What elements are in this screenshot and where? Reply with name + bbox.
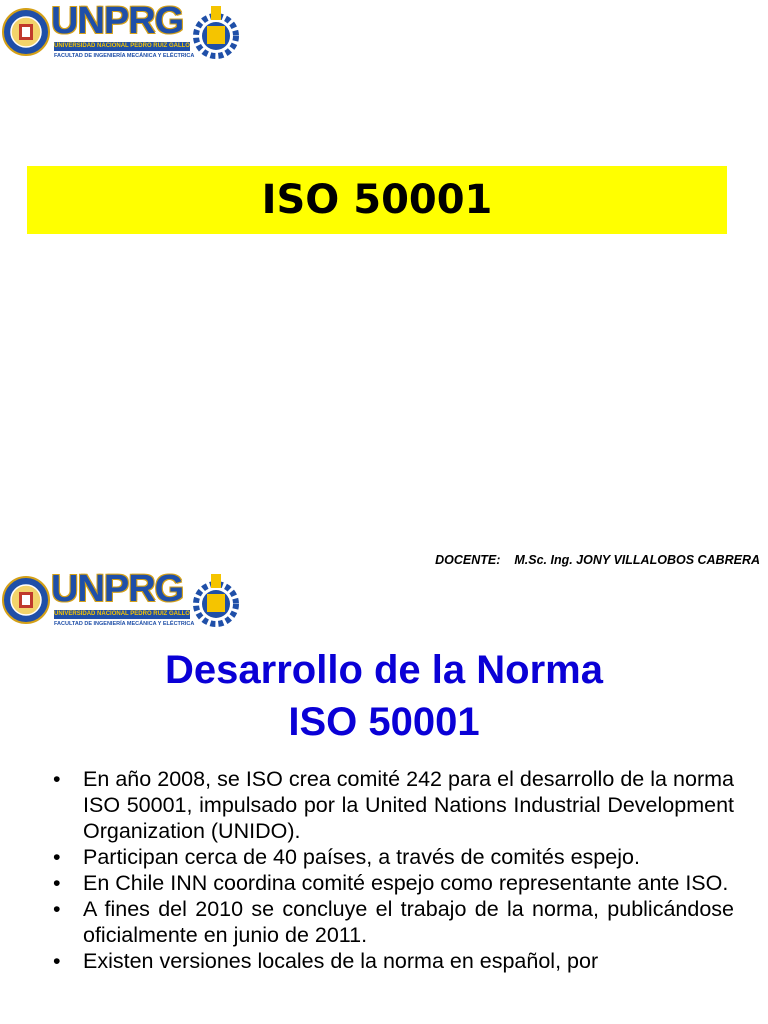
bullet-icon: • xyxy=(53,767,61,791)
list-item xyxy=(50,766,734,844)
bullet-icon: • xyxy=(53,897,61,921)
logo-brand: UNPRG xyxy=(51,568,184,610)
logo-faculty: FACULTAD DE INGENIERÍA MECÁNICA Y ELÉCTRICA xyxy=(54,621,195,627)
bullet-icon: • xyxy=(53,871,61,895)
bullet-text: En año 2008, se ISO crea comité 242 para el desarrollo de la norma ISO 50001, impulsado por la United Nations Industrial Development Organization (UNIDO). xyxy=(83,767,734,843)
slide-heading xyxy=(0,644,768,748)
list-item xyxy=(50,844,734,870)
list-item xyxy=(50,948,734,974)
bullet-icon: • xyxy=(53,845,61,869)
list-item xyxy=(50,896,734,948)
instructor-label: DOCENTE: xyxy=(435,553,501,567)
bullet-text: A fines del 2010 se concluye el trabajo de la norma, publicándose oficialmente en junio de 2011. xyxy=(83,897,734,947)
title-banner xyxy=(27,166,727,234)
university-seal-icon xyxy=(2,6,50,58)
slide-content xyxy=(0,568,768,1024)
bullet-text: Existen versiones locales de la norma en español, por xyxy=(83,949,599,973)
slide-title-text: ISO 50001 xyxy=(261,177,493,223)
faculty-gear-icon xyxy=(192,4,240,60)
logo-faculty: FACULTAD DE INGENIERÍA MECÁNICA Y ELÉCTRICA xyxy=(54,53,195,59)
instructor-name: M.Sc. Ing. JONY VILLALOBOS CABRERA xyxy=(514,553,760,567)
bullet-list xyxy=(50,766,734,974)
logo-brand: UNPRG xyxy=(51,0,184,42)
faculty-gear-icon xyxy=(192,572,240,628)
heading-line-2: ISO 50001 xyxy=(288,700,480,744)
university-logo xyxy=(2,0,242,64)
bullet-icon: • xyxy=(53,949,61,973)
heading-line-1: Desarrollo de la Norma xyxy=(165,648,603,692)
university-logo xyxy=(2,568,242,632)
bullet-text: En Chile INN coordina comité espejo como representante ante ISO. xyxy=(83,871,729,895)
instructor-line xyxy=(330,553,760,567)
logo-university-name: UNIVERSIDAD NACIONAL PEDRO RUIZ GALLO xyxy=(54,611,190,617)
bullet-text: Participan cerca de 40 países, a través de comités espejo. xyxy=(83,845,640,869)
university-seal-icon xyxy=(2,574,50,626)
logo-university-name: UNIVERSIDAD NACIONAL PEDRO RUIZ GALLO xyxy=(54,43,190,49)
list-item xyxy=(50,870,734,896)
